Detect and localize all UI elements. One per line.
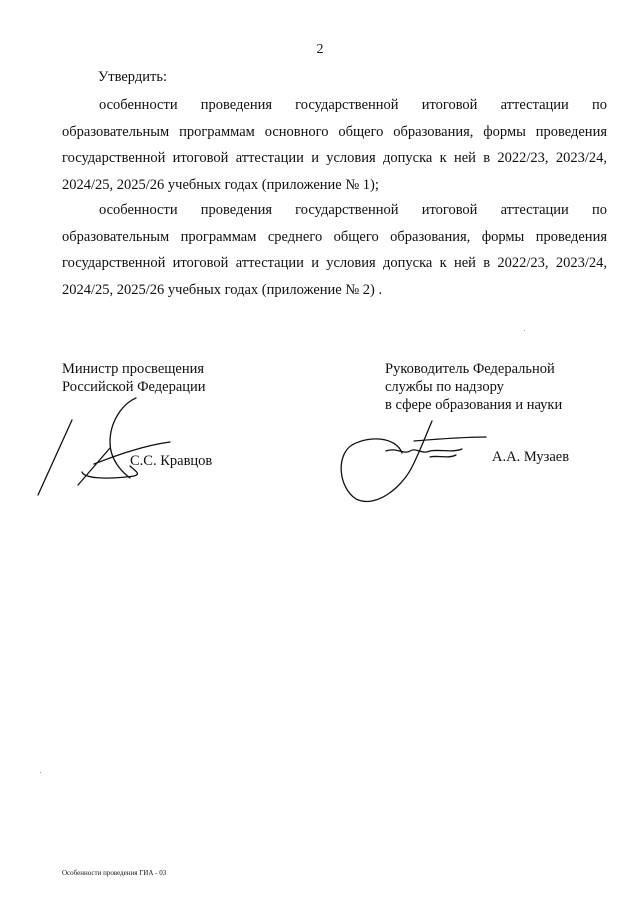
scan-speck — [524, 330, 525, 331]
minister-title-line-2: Российской Федерации — [62, 379, 206, 395]
rosobrnadzor-head-name: А.А. Музаев — [492, 449, 570, 465]
footer-note: Особенности проведения ГИА - 03 — [62, 869, 167, 877]
kravtsov-signature — [30, 390, 180, 500]
muzaev-signature — [330, 415, 490, 510]
minister-name: С.С. Кравцов — [130, 453, 213, 469]
head-title-line-3: в сфере образования и науки — [385, 397, 563, 413]
approve-label: Утвердить: — [98, 69, 167, 85]
paragraph-appendix-1: особенности проведения государственной итоговой аттестации по образовательным программам основного общего образования, формы проведения государственной итоговой аттестации и условия допуска к ней в 2022/23, 2023/24, 2024/25, 2025/26 учебных годах (приложение № 1); — [62, 97, 607, 193]
head-title-line-1: Руководитель Федеральной — [385, 361, 555, 377]
head-title-line-2: службы по надзору — [385, 379, 504, 395]
page-number: 2 — [316, 42, 324, 57]
rosobrnadzor-head-title — [385, 360, 562, 414]
paragraph-appendix-2: особенности проведения государственной итоговой аттестации по образовательным программам среднего общего образования, формы проведения государственной итоговой аттестации и условия допуска к ней в 2022/23, 2023/24, 2024/25, 2025/26 учебных годах (приложение № 2) . — [62, 202, 607, 298]
minister-title-line-1: Министр просвещения — [62, 361, 205, 377]
scan-speck — [40, 772, 41, 773]
